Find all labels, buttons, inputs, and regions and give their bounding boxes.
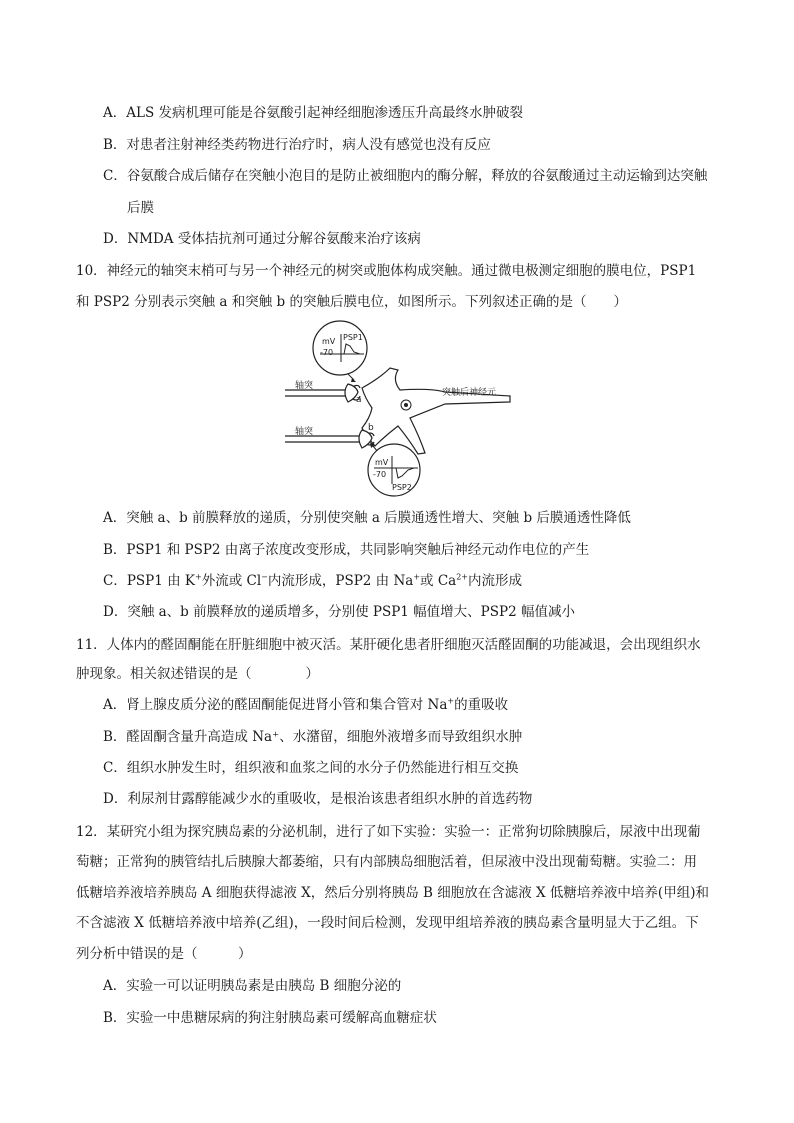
q12-option-a: A．实验一可以证明胰岛素是由胰岛 B 细胞分泌的	[103, 978, 402, 994]
q10-stem-line2: 和 PSP2 分别表示突触 a 和突触 b 的突触后膜电位，如图所示。下列叙述正确的是（ ）	[76, 294, 627, 310]
axon1-label: 轴突	[295, 381, 314, 391]
psp1-electrode-tip	[351, 378, 356, 382]
psp2-mv-label: mV	[375, 458, 389, 467]
psp1-minus70-label: -70	[320, 348, 334, 357]
psp1-mv-label: mV	[322, 337, 336, 346]
q12-stem-line4: 不含滤液 X 低糖培养液中培养(乙组)，一段时间后检测，发现甲组培养液的胰岛素含量明显大于乙组。下	[76, 915, 699, 931]
q11-stem-line1: 11．人体内的醛固酮能在肝脏细胞中被灭活。某肝硬化患者肝细胞灭活醛固酮的功能减退，会出现组织水	[76, 637, 701, 653]
q10-option-c: C．PSP1 由 K+外流或 Cl−内流形成，PSP2 由 Na+或 $Ca^{2+}$内流形成	[103, 572, 522, 589]
q10-stem-line1: 10．神经元的轴突末梢可与另一个神经元的树突或胞体构成突触。通过微电极测定细胞的膜电位，PSP1	[76, 263, 697, 279]
q11-stem-line2: 肿现象。相关叙述错误的是（ ）	[76, 666, 319, 682]
q10-option-d: D．突触 a、b 前膜释放的递质增多，分别使 PSP1 幅值增大、PSP2 幅值减小	[103, 604, 575, 620]
q12-option-b: B．实验一中患糖尿病的狗注射胰岛素可缓解高血糖症状	[103, 1010, 437, 1026]
q12-stem-line2: 萄糖；正常狗的胰管结扎后胰腺大都萎缩，只有内部胰岛细胞活着，但尿液中没出现葡萄糖。实验二：用	[76, 854, 697, 870]
psp2-minus70-label: -70	[373, 470, 387, 479]
q11-option-b: B．醛固酮含量升高造成 Na⁺、水潴留，细胞外液增多而导致组织水肿	[103, 729, 523, 745]
q11-option-c: C．组织水肿发生时，组织液和血浆之间的水分子仍然能进行相互交换	[103, 760, 519, 776]
axon2-label: 轴突	[295, 427, 314, 437]
postsynaptic-neuron-body	[362, 368, 510, 454]
q9-option-c-continued: 后膜	[127, 200, 154, 216]
q9-option-a: A．ALS 发病机理可能是谷氨酸引起神经细胞渗透压升高最终水肿破裂	[103, 105, 524, 121]
nucleolus	[404, 403, 408, 407]
q9-option-c: C．谷氨酸合成后储存在突触小泡目的是防止被细胞内的酶分解，释放的谷氨酸通过主动运输到达突触	[103, 168, 708, 184]
psp2-label: PSP2	[392, 483, 412, 492]
q9-option-d: D．NMDA 受体拮抗剂可通过分解谷氨酸来治疗该病	[103, 231, 421, 247]
q11-option-d: D．利尿剂甘露醇能减少水的重吸收，是根治该患者组织水肿的首选药物	[103, 791, 533, 807]
q11-option-a: A．肾上腺皮质分泌的醛固酮能促进肾小管和集合管对 Na+的重吸收	[103, 696, 509, 713]
psp1-label: PSP1	[343, 333, 363, 342]
synapse-b-label: b	[368, 423, 374, 433]
q12-stem-line3: 低糖培养液培养胰岛 A 细胞获得滤液 X，然后分别将胰岛 B 细胞放在含滤液 X 低糖培养液中培养(甲组)和	[76, 885, 709, 901]
q9-option-b: B．对患者注射神经类药物进行治疗时，病人没有感觉也没有反应	[103, 137, 491, 153]
post-neuron-label: 突触后神经元	[442, 388, 497, 398]
q10-option-b: B．PSP1 和 PSP2 由离子浓度改变形成，共同影响突触后神经元动作电位的产生	[103, 542, 590, 558]
synapse-diagram	[280, 318, 520, 498]
q12-stem-line1: 12．某研究小组为探究胰岛素的分泌机制，进行了如下实验：实验一：正常狗切除胰腺后，尿液中出现葡	[76, 824, 701, 840]
synapse-a-label: a	[356, 395, 362, 405]
q10-option-a: A．突触 a、b 前膜释放的递质，分别使突触 a 后膜通透性增大、突触 b 后膜通透性降低	[103, 510, 631, 526]
q12-stem-line5: 列分析中错误的是（ ）	[76, 946, 252, 962]
